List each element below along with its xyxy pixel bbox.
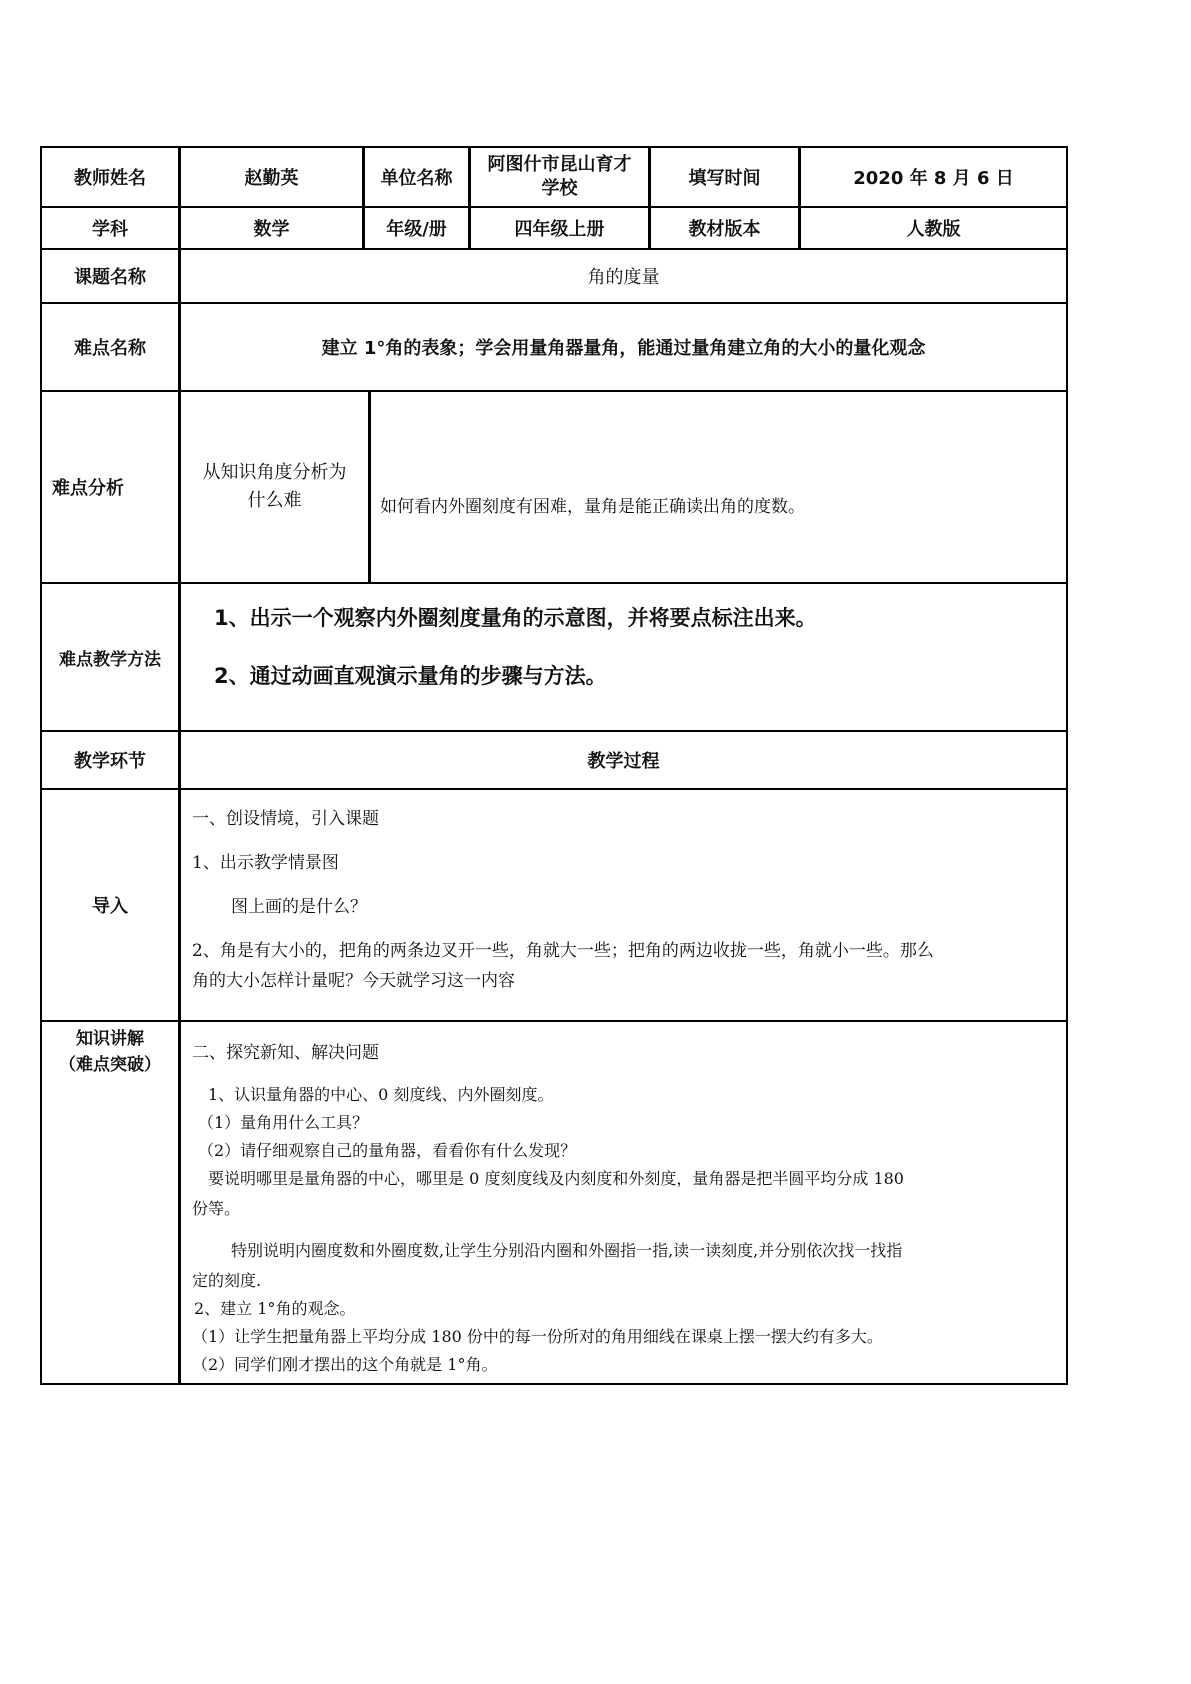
knowledge-label-line2: （难点突破） <box>59 1055 161 1075</box>
row-divider <box>42 788 1066 790</box>
lesson-plan-table <box>40 146 1068 1385</box>
analysis-sublabel-line2: 什么难 <box>247 490 302 511</box>
knowledge-line: 二、探究新知、解决问题 <box>192 1043 379 1063</box>
subject-label: 学科 <box>92 219 128 240</box>
date-label: 填写时间 <box>688 168 761 189</box>
intro-line: 一、创设情境，引入课题 <box>192 809 379 829</box>
knowledge-line: （1）量角用什么工具？ <box>198 1113 369 1132</box>
process-step-header: 教学环节 <box>74 751 146 772</box>
edition-value: 人教版 <box>906 219 961 240</box>
difficulty-label: 难点名称 <box>74 338 146 359</box>
unit-label: 单位名称 <box>380 168 453 189</box>
subject-value: 数学 <box>253 219 290 240</box>
unit-value-line1: 阿图什市昆山育才 <box>487 154 632 175</box>
process-content-header: 教学过程 <box>587 751 660 772</box>
knowledge-line: 1、认识量角器的中心、0 刻度线、内外圈刻度。 <box>208 1085 554 1104</box>
analysis-sublabel <box>181 392 368 582</box>
unit-value <box>471 148 648 206</box>
knowledge-line: （2）请仔细观察自己的量角器，看看你有什么发现？ <box>198 1141 577 1160</box>
analysis-label: 难点分析 <box>52 478 124 499</box>
knowledge-line: 要说明哪里是量角器的中心，哪里是 0 度刻度线及内刻度和外刻度，量角器是把半圆平均分成 180 <box>208 1169 904 1188</box>
grade-label: 年级/册 <box>386 219 447 240</box>
analysis-sublabel-line1: 从知识角度分析为 <box>202 462 347 483</box>
method-item: 2、通过动画直观演示量角的步骤与方法。 <box>214 664 607 688</box>
intro-line: 2、角是有大小的，把角的两条边叉开一些，角就大一些；把角的两边收拢一些，角就小一些。那么 <box>192 941 934 961</box>
teacher-label: 教师姓名 <box>74 168 146 189</box>
topic-label: 课题名称 <box>74 267 146 288</box>
method-item: 1、出示一个观察内外圈刻度量角的示意图，并将要点标注出来。 <box>214 606 817 630</box>
topic-value: 角的度量 <box>587 267 660 288</box>
knowledge-line: 定的刻度. <box>192 1271 262 1290</box>
row-divider <box>42 1020 1066 1022</box>
intro-label: 导入 <box>92 896 128 917</box>
col-divider <box>368 390 371 582</box>
method-label: 难点教学方法 <box>59 649 161 670</box>
knowledge-label-line1: 知识讲解 <box>76 1029 144 1049</box>
knowledge-line: （1）让学生把量角器上平均分成 180 份中的每一份所对的角用细线在课桌上摆一摆大约有多大。 <box>192 1327 883 1346</box>
intro-line: 角的大小怎样计量呢？今天就学习这一内容 <box>192 971 515 991</box>
knowledge-line: 份等。 <box>192 1199 241 1218</box>
date-value: 2020 年 8 月 6 日 <box>853 168 1014 189</box>
unit-value-line2: 学校 <box>541 178 578 199</box>
knowledge-line: （2）同学们刚才摆出的这个角就是 1°角。 <box>192 1355 498 1374</box>
analysis-value: 如何看内外圈刻度有困难，量角是能正确读出角的度数。 <box>380 497 805 517</box>
intro-line: 1、出示教学情景图 <box>192 853 339 873</box>
knowledge-label <box>42 1026 178 1078</box>
knowledge-line: 特别说明内圈度数和外圈度数,让学生分别沿内圈和外圈指一指,读一读刻度,并分别依次找一找指 <box>231 1241 903 1260</box>
teacher-value: 赵勤英 <box>244 168 299 189</box>
edition-label: 教材版本 <box>688 219 761 240</box>
grade-value: 四年级上册 <box>514 219 605 240</box>
intro-line: 图上画的是什么？ <box>231 897 367 917</box>
difficulty-value: 建立 1°角的表象；学会用量角器量角，能通过量角建立角的大小的量化观念 <box>321 338 926 359</box>
knowledge-line: 2、建立 1°角的观念。 <box>194 1299 356 1318</box>
row-divider <box>42 582 1066 584</box>
